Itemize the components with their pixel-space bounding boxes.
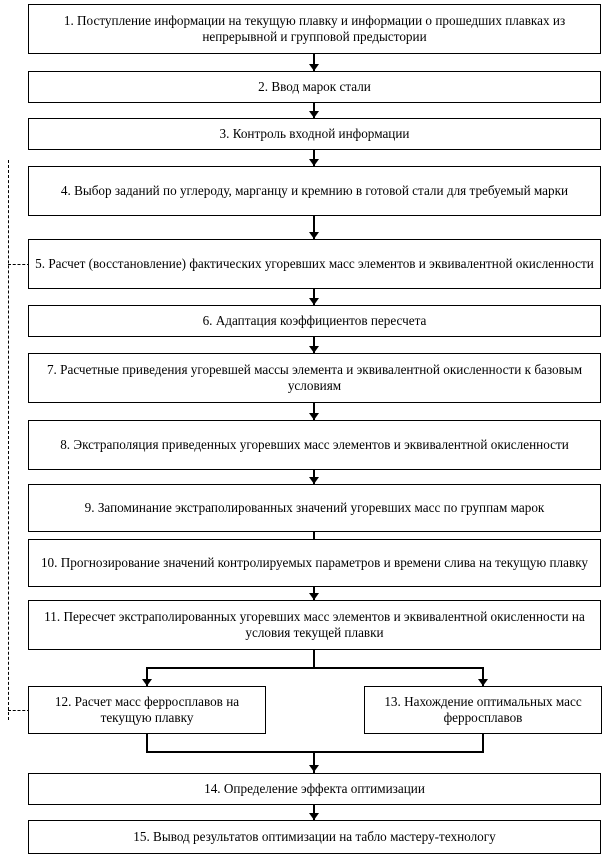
flow-node-12-label: 12. Расчет масс ферросплавов на текущую плавку bbox=[54, 693, 240, 725]
flow-node-8[interactable] bbox=[28, 420, 601, 470]
flow-node-6[interactable] bbox=[28, 305, 601, 337]
flow-node-2[interactable] bbox=[28, 71, 601, 103]
arrow-4-5 bbox=[309, 232, 319, 239]
flow-node-8-label: 8. Экстраполяция приведенных угоревших масс элементов и эквивалентной окисленности bbox=[60, 436, 569, 452]
flow-node-4-label: 4. Выбор заданий по углероду, марганцу и кремнию в готовой стали для требуемый марки bbox=[60, 182, 569, 198]
feedback-loop-branch-lower bbox=[8, 710, 30, 711]
flow-node-10-label: 10. Прогнозирование значений контролируемых параметров и времени слива на текущую плавку bbox=[40, 554, 589, 570]
flow-node-9-label: 9. Запоминание экстраполированных значений угоревших масс по группам марок bbox=[84, 499, 545, 515]
flow-node-9[interactable] bbox=[28, 484, 601, 532]
feedback-loop-vertical bbox=[8, 160, 9, 720]
connector-merge-bar-bottom bbox=[147, 751, 484, 753]
arrow-14-15 bbox=[309, 813, 319, 820]
arrow-split-to-12 bbox=[142, 679, 152, 686]
arrow-1-2 bbox=[309, 64, 319, 71]
arrow-split-to-13 bbox=[478, 679, 488, 686]
connector-9-10 bbox=[313, 532, 315, 539]
feedback-loop-branch-upper bbox=[8, 264, 30, 265]
flow-node-4[interactable] bbox=[28, 166, 601, 216]
flow-node-14-label: 14. Определение эффекта оптимизации bbox=[204, 780, 425, 796]
flow-node-13[interactable] bbox=[364, 686, 602, 734]
flow-node-12[interactable] bbox=[28, 686, 266, 734]
flow-node-5[interactable] bbox=[28, 239, 601, 289]
arrow-5-6 bbox=[309, 298, 319, 305]
flow-node-7[interactable] bbox=[28, 353, 601, 403]
flow-node-10[interactable] bbox=[28, 539, 601, 587]
flow-node-14[interactable] bbox=[28, 773, 601, 805]
flow-node-3[interactable] bbox=[28, 118, 601, 150]
flow-node-11[interactable] bbox=[28, 600, 601, 650]
flow-node-11-label: 11. Пересчет экстраполированных угоревших масс элементов и эквивалентной окисленности на условия текущей плавки bbox=[44, 608, 585, 640]
flow-node-3-label: 3. Контроль входной информации bbox=[219, 125, 410, 141]
arrow-merge-to-14 bbox=[309, 765, 319, 772]
flow-node-13-label: 13. Нахождение оптимальных масс ферросплавов bbox=[384, 693, 582, 725]
arrow-3-4 bbox=[309, 159, 319, 166]
flow-node-2-label: 2. Ввод марок стали bbox=[258, 78, 371, 94]
connector-11-split bbox=[313, 650, 315, 668]
arrow-6-7 bbox=[309, 346, 319, 353]
flow-node-15[interactable] bbox=[28, 820, 601, 854]
arrow-10-11 bbox=[309, 593, 319, 600]
flow-node-6-label: 6. Адаптация коэффициентов пересчета bbox=[202, 312, 427, 328]
flow-node-5-label: 5. Расчет (восстановление) фактических угоревших масс элементов и эквивалентной окисленности bbox=[35, 255, 594, 271]
arrow-7-8 bbox=[309, 413, 319, 420]
flow-node-1[interactable] bbox=[28, 4, 601, 54]
flow-node-15-label: 15. Вывод результатов оптимизации на табло мастеру-технологу bbox=[133, 828, 496, 844]
flow-node-1-label: 1. Поступление информации на текущую плавку и информации о прошедших плавках из непрерывной и групповой предыстории bbox=[63, 12, 566, 44]
arrow-8-9 bbox=[309, 477, 319, 484]
flow-node-7-label: 7. Расчетные приведения угоревшей массы элемента и эквивалентной окисленности к базовым условиям bbox=[46, 361, 583, 393]
connector-split-bar-top bbox=[147, 667, 484, 669]
arrow-2-3 bbox=[309, 111, 319, 118]
